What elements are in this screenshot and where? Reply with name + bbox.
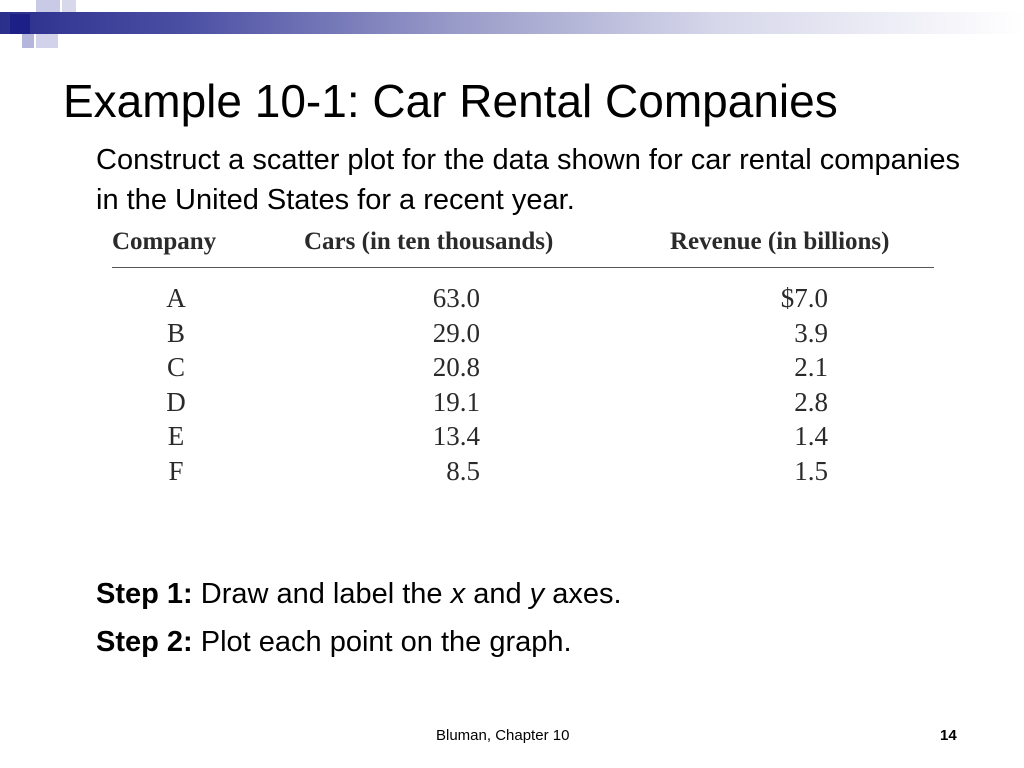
cell-company: A xyxy=(166,283,186,313)
data-table-header xyxy=(112,226,934,264)
step-1-pre: Draw and label the xyxy=(200,578,443,610)
cell-cars: 8.5 xyxy=(446,455,480,486)
intro-text: Construct a scatter plot for the data shown for car rental companies in the United States for a recent year. xyxy=(96,144,960,216)
step-1 xyxy=(96,570,622,618)
cell-revenue: $7.0 xyxy=(780,283,828,313)
table-row xyxy=(112,456,934,491)
cell-cars: 29.0 xyxy=(432,317,480,348)
table-row xyxy=(112,352,934,387)
step-1-and: and xyxy=(473,578,522,610)
table-row xyxy=(112,318,934,353)
cell-company: D xyxy=(166,386,186,417)
header-company: Company xyxy=(112,228,217,255)
step-2-label: Step 2: xyxy=(96,626,193,658)
table-row xyxy=(112,387,934,422)
cell-cars: 19.1 xyxy=(432,386,480,417)
header-banner xyxy=(0,12,1024,34)
header-revenue: Revenue (in billions) xyxy=(670,228,890,255)
steps-list xyxy=(96,570,622,666)
slide-title: Example 10-1: Car Rental Companies xyxy=(63,75,838,127)
step-1-x: x xyxy=(450,578,466,610)
cell-company: B xyxy=(166,317,185,348)
cell-revenue: 3.9 xyxy=(794,317,828,348)
table-row xyxy=(112,421,934,456)
cell-company: E xyxy=(167,421,185,451)
decor-square xyxy=(10,14,30,34)
cell-revenue: 2.1 xyxy=(794,352,828,382)
step-1-y: y xyxy=(529,578,545,610)
table-divider xyxy=(112,267,934,268)
data-table-body xyxy=(112,283,934,490)
step-1-post: axes. xyxy=(552,578,622,610)
cell-cars: 63.0 xyxy=(432,283,480,313)
cell-revenue: 1.5 xyxy=(794,455,828,486)
footer-source: Bluman, Chapter 10 xyxy=(436,727,570,744)
page-number: 14 xyxy=(940,727,957,744)
decor-square xyxy=(36,34,58,48)
cell-company: C xyxy=(166,352,185,382)
header-cars: Cars (in ten thousands) xyxy=(304,228,554,255)
cell-cars: 13.4 xyxy=(432,421,480,451)
cell-revenue: 1.4 xyxy=(794,421,828,451)
cell-company: F xyxy=(168,455,184,486)
cell-revenue: 2.8 xyxy=(794,386,828,417)
cell-cars: 20.8 xyxy=(432,352,480,382)
step-2 xyxy=(96,618,622,666)
decor-square xyxy=(22,34,34,48)
decor-square xyxy=(36,0,60,12)
decor-square xyxy=(62,0,76,12)
table-row xyxy=(112,283,934,318)
step-1-label: Step 1: xyxy=(96,578,193,610)
step-2-text: Plot each point on the graph. xyxy=(200,626,572,658)
